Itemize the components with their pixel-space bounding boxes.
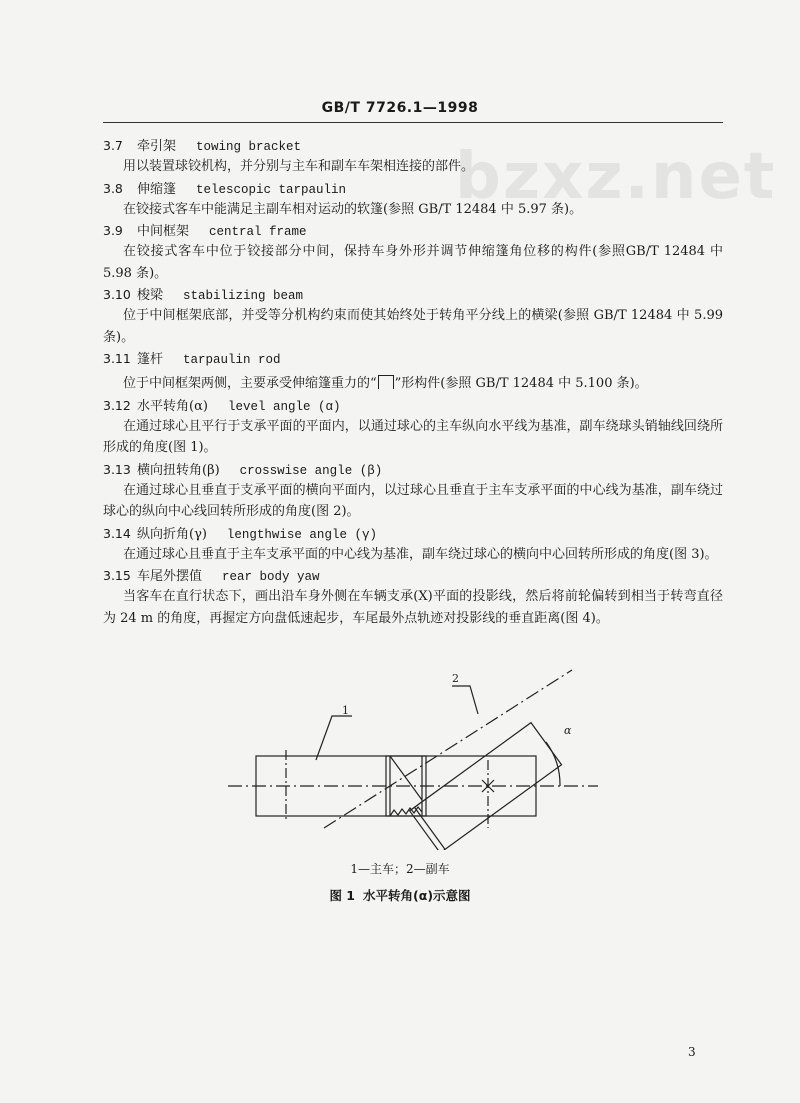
definition-text-after: ”形构件(参照 GB/T 12484 中 5.100 条)。 xyxy=(394,376,648,391)
term-cn: 纵向折角(γ) xyxy=(137,526,207,542)
definition-text: 在铰接式客车中位于铰接部分中间，保持车身外形并调节伸缩篷角位移的构件(参照GB/T 12484 中 5.98 条)。 xyxy=(103,244,723,281)
term-en: crosswise angle (β) xyxy=(239,463,383,478)
watermark: bzxz.net xyxy=(455,140,777,214)
term-en: rear body yaw xyxy=(222,570,320,584)
term-cn: 横向扭转角(β) xyxy=(137,462,220,478)
page-number: 3 xyxy=(688,1045,696,1059)
label-1: 1 xyxy=(342,704,349,717)
section-3-7 xyxy=(103,135,723,178)
definition-text: 在铰接式客车中能满足主副车相对运动的软篷(参照 GB/T 12484 中 5.97 条)。 xyxy=(123,201,583,217)
standard-number-header: GB/T 7726.1—1998 xyxy=(321,100,479,116)
definition-text: 在通过球心且平行于支承平面的平面内，以通过球心的主车纵向水平线为基准，副车绕球头销轴线回绕所形成的角度(图 1)。 xyxy=(103,418,723,455)
section-number: 3.8 xyxy=(103,180,123,196)
definition-text xyxy=(103,373,723,395)
definition-text: 位于中间框架底部，并受等分机构约束而使其始终处于转角平分线上的横梁(参照 GB/T 12484 中 5.99 条)。 xyxy=(103,308,724,345)
figure-1-diagram xyxy=(220,660,620,850)
section-3-11 xyxy=(103,348,723,395)
term-en: level angle (α) xyxy=(227,399,341,414)
alpha-angle-arc xyxy=(546,742,560,786)
section-number: 3.10 xyxy=(103,287,131,302)
section-number: 3.12 xyxy=(103,397,131,413)
figure-caption-number: 图 1 xyxy=(329,888,356,903)
section-number: 3.13 xyxy=(103,461,131,477)
definition-text: 在通过球心且垂直于支承平面的横向平面内，以过球心且垂直于主车支承平面的中心线为基准，副车绕过球心的纵向中心线回转所形成的角度(图 2)。 xyxy=(103,482,723,519)
trailer-centerline xyxy=(324,670,572,828)
section-3-14 xyxy=(103,523,723,566)
figure-caption xyxy=(0,886,800,904)
label-2: 2 xyxy=(452,672,459,685)
term-en: central frame xyxy=(209,225,307,239)
term-cn: 牵引架 xyxy=(137,139,177,154)
definition-text-before: 位于中间框架两侧，主要承受伸缩篷重力的“ xyxy=(123,376,377,391)
section-number: 3.15 xyxy=(103,568,131,583)
term-en: telescopic tarpaulin xyxy=(196,182,347,197)
term-en: tarpaulin rod xyxy=(183,353,281,367)
section-3-10 xyxy=(103,284,723,348)
label-2-leader xyxy=(452,686,478,714)
term-cn: 车尾外摆值 xyxy=(137,569,203,584)
section-number: 3.9 xyxy=(103,223,123,238)
label-1-leader xyxy=(316,716,352,760)
alpha-label: α xyxy=(564,724,572,737)
term-cn: 水平转角(α) xyxy=(137,398,208,414)
term-cn: 伸缩篷 xyxy=(137,181,177,197)
term-cn: 篷杆 xyxy=(137,352,164,367)
definition-text: 在通过球心且垂直于主车支承平面的中心线为基准，副车绕过球心的横向中心回转所形成的角度(图 3)。 xyxy=(123,546,718,562)
term-cn: 梭梁 xyxy=(137,288,164,303)
term-en: lengthwise angle (γ) xyxy=(226,527,377,542)
channel-shape-symbol xyxy=(378,375,394,389)
section-3-12 xyxy=(103,395,723,459)
figure-legend: 1—主车；2—副车 xyxy=(350,862,450,876)
section-3-15 xyxy=(103,565,723,629)
definition-text: 用以装置球铰机构，并分别与主车和副车车架相连接的部件。 xyxy=(123,159,475,174)
section-3-9 xyxy=(103,220,723,284)
document-body xyxy=(103,135,723,629)
figure-caption-text: 水平转角(α)示意图 xyxy=(363,888,471,903)
term-en: stabilizing beam xyxy=(183,289,304,303)
definition-text: 当客车在直行状态下，画出沿车身外侧在车辆支承(X)平面的投影线，然后将前轮偏转到相当于转弯直径为 24 m 的角度，再握定方向盘低速起步，车尾最外点轨迹对投影线的垂直距离(图 4)。 xyxy=(103,589,723,626)
section-number: 3.7 xyxy=(103,138,123,153)
term-en: towing bracket xyxy=(196,140,302,154)
section-number: 3.14 xyxy=(103,525,131,541)
section-3-13 xyxy=(103,459,723,523)
header-rule xyxy=(103,122,723,123)
section-number: 3.11 xyxy=(103,351,131,366)
term-cn: 中间框架 xyxy=(137,224,190,239)
section-3-8 xyxy=(103,178,723,221)
